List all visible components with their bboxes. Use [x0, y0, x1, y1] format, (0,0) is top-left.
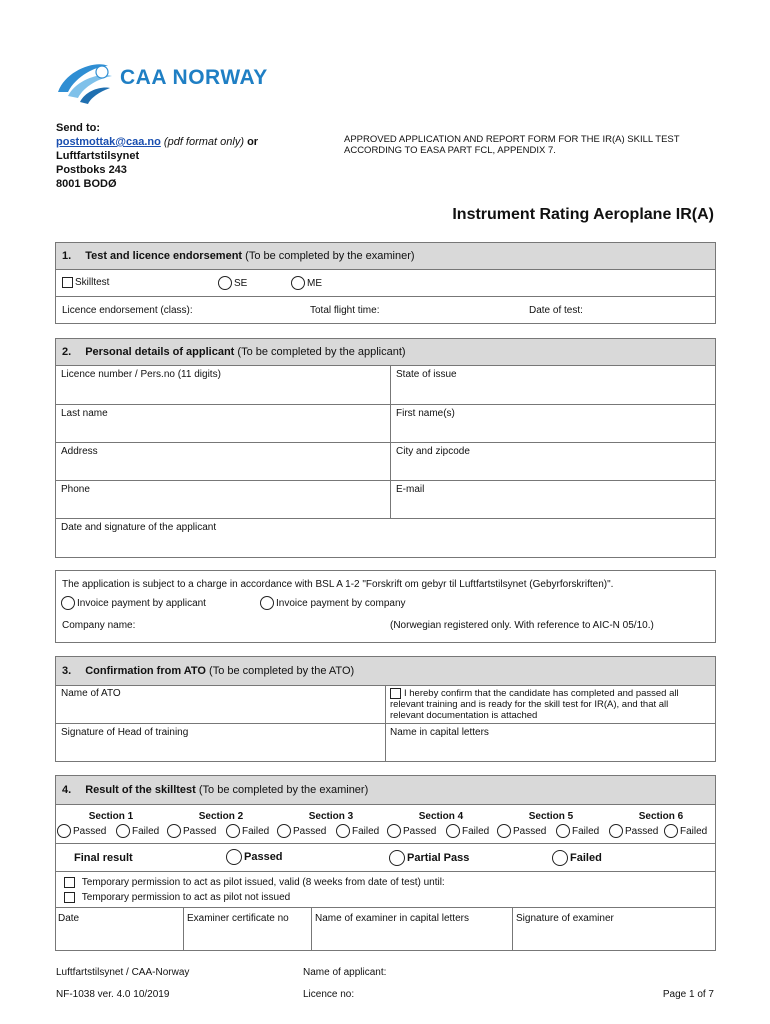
- email-field[interactable]: E-mail: [396, 484, 425, 495]
- pdf-note: (pdf format only): [163, 136, 245, 148]
- payment-section: [55, 570, 716, 643]
- section-3-passed-radio[interactable]: [277, 824, 326, 838]
- passed-label: Passed: [403, 825, 437, 837]
- examiner-name-field[interactable]: Name of examiner in capital letters: [315, 913, 469, 924]
- section-note: (To be completed by the examiner): [245, 250, 415, 262]
- radio-icon[interactable]: [260, 596, 274, 610]
- radio-icon[interactable]: [387, 824, 401, 838]
- ato-confirmation: [390, 688, 679, 721]
- failed-label: Failed: [352, 825, 380, 837]
- radio-icon[interactable]: [664, 824, 678, 838]
- section-2: [55, 338, 716, 558]
- footer-page-number: Page 1 of 7: [662, 989, 714, 1000]
- skilltest-checkbox[interactable]: [62, 277, 109, 288]
- radio-icon[interactable]: [226, 824, 240, 838]
- invoice-applicant-radio[interactable]: [61, 596, 206, 610]
- section-2-row: [56, 405, 715, 443]
- failed-label: Failed: [132, 825, 160, 837]
- final-failed-label: Failed: [570, 852, 602, 864]
- radio-icon[interactable]: [218, 276, 232, 290]
- airplane-logo-icon: [56, 58, 118, 108]
- final-passed-radio[interactable]: [226, 849, 283, 865]
- passed-label: Passed: [293, 825, 327, 837]
- section-3-header: [56, 657, 715, 686]
- section-1: [55, 242, 716, 324]
- section-2-failed-radio[interactable]: [226, 824, 269, 838]
- temp-issued-checkbox[interactable]: [64, 877, 445, 888]
- section-2-passed-radio[interactable]: [167, 824, 216, 838]
- document-title: Instrument Rating Aeroplane IR(A): [452, 206, 714, 223]
- radio-icon[interactable]: [226, 849, 242, 865]
- section-number: 2.: [62, 346, 72, 358]
- licence-number-field[interactable]: Licence number / Pers.no (11 digits): [61, 369, 221, 380]
- radio-icon[interactable]: [497, 824, 511, 838]
- total-flight-time-field[interactable]: Total flight time:: [310, 305, 380, 316]
- failed-label: Failed: [242, 825, 270, 837]
- sections-grid: [56, 805, 715, 842]
- skilltest-label: Skilltest: [75, 277, 110, 288]
- temporary-permission-row: [56, 872, 715, 908]
- radio-icon[interactable]: [167, 824, 181, 838]
- section-title: Confirmation from ATO: [85, 665, 206, 677]
- footer-licence-no: Licence no:: [303, 989, 355, 1000]
- last-name-field[interactable]: Last name: [61, 408, 108, 419]
- radio-icon[interactable]: [552, 850, 568, 866]
- radio-icon[interactable]: [57, 824, 71, 838]
- payment-notice: The application is subject to a charge in accordance with BSL A 1-2 "Forskrift om gebyr til Luftfartstilsynet (Gebyrforskriften)".: [62, 579, 614, 590]
- section-3-header: Section 3: [308, 811, 354, 822]
- address-field[interactable]: Address: [61, 446, 98, 457]
- confirm-checkbox[interactable]: [390, 688, 401, 699]
- passed-label: Passed: [513, 825, 547, 837]
- address-line-1: Luftfartstilsynet: [56, 150, 140, 162]
- footer-form-id: NF-1038 ver. 4.0 10/2019: [56, 989, 170, 1000]
- section-4-header: Section 4: [418, 811, 464, 822]
- checkbox-icon[interactable]: [62, 277, 73, 288]
- confirm-line-3: relevant documentation is attached: [390, 710, 538, 721]
- send-to-block: [56, 121, 258, 191]
- section-2-header: [56, 339, 715, 366]
- me-radio[interactable]: [291, 276, 322, 290]
- section-6-passed-radio[interactable]: [609, 824, 658, 838]
- radio-icon[interactable]: [446, 824, 460, 838]
- section-4-failed-radio[interactable]: [446, 824, 489, 838]
- checkbox-icon[interactable]: [64, 892, 75, 903]
- section-4: [55, 775, 716, 951]
- section-6-failed-radio[interactable]: [664, 824, 707, 838]
- approved-line-2: ACCORDING TO EASA PART FCL, APPENDIX 7.: [344, 145, 556, 156]
- radio-icon[interactable]: [609, 824, 623, 838]
- invoice-company-label: Invoice payment by company: [276, 597, 406, 609]
- footer-org: Luftfartstilsynet / CAA-Norway: [56, 967, 190, 978]
- approved-line-1: APPROVED APPLICATION AND REPORT FORM FOR THE IR(A) SKILL TEST: [344, 134, 680, 145]
- section-1-row-options: [56, 270, 715, 297]
- company-note: (Norwegian registered only. With reference to AIC-N 05/10.): [390, 620, 654, 631]
- final-result-row: [56, 843, 715, 872]
- section-note: (To be completed by the examiner): [198, 784, 369, 796]
- section-1-header: Section 1: [88, 811, 134, 822]
- section-3-row: [56, 686, 715, 724]
- section-2-row: [56, 481, 715, 519]
- section-1-header: [56, 243, 715, 270]
- section-title: Personal details of applicant: [85, 346, 235, 358]
- section-6-header: Section 6: [638, 811, 684, 822]
- passed-label: Passed: [625, 825, 659, 837]
- se-radio[interactable]: [218, 276, 247, 290]
- examiner-cert-field[interactable]: Examiner certificate no: [187, 913, 289, 924]
- send-to-label: Send to:: [56, 122, 100, 134]
- confirm-line-1: I hereby confirm that the candidate has completed and passed all: [404, 688, 679, 699]
- licence-endorsement-field[interactable]: Licence endorsement (class):: [62, 305, 193, 316]
- temp-not-issued-label: Temporary permission to act as pilot not issued: [81, 892, 291, 903]
- phone-field[interactable]: Phone: [61, 484, 90, 495]
- email-link[interactable]: postmottak@caa.no: [56, 136, 161, 148]
- checkbox-icon[interactable]: [64, 877, 75, 888]
- name-of-ato-field[interactable]: Name of ATO: [61, 688, 121, 699]
- failed-label: Failed: [680, 825, 708, 837]
- approved-form-note: [344, 134, 724, 156]
- radio-icon[interactable]: [61, 596, 75, 610]
- logo-text: CAA NORWAY: [120, 66, 268, 89]
- se-label: SE: [234, 277, 248, 289]
- date-signature-field[interactable]: Date and signature of the applicant: [61, 522, 217, 533]
- section-number: 1.: [62, 250, 72, 262]
- invoice-company-radio[interactable]: [260, 596, 406, 610]
- address-line-3: 8001 BODØ: [56, 178, 117, 190]
- section-3-failed-radio[interactable]: [336, 824, 379, 838]
- final-passed-label: Passed: [244, 851, 283, 863]
- state-of-issue-field[interactable]: State of issue: [396, 369, 457, 380]
- section-number: 3.: [62, 665, 72, 677]
- date-of-test-field[interactable]: Date of test:: [529, 305, 583, 316]
- failed-label: Failed: [572, 825, 600, 837]
- address-line-2: Postboks 243: [56, 164, 127, 176]
- section-note: (To be completed by the applicant): [237, 346, 406, 358]
- me-label: ME: [307, 277, 322, 289]
- company-name-field[interactable]: Company name:: [62, 620, 136, 631]
- invoice-applicant-label: Invoice payment by applicant: [77, 597, 206, 609]
- section-1-passed-radio[interactable]: [57, 824, 106, 838]
- radio-icon[interactable]: [389, 850, 405, 866]
- examiner-signature-field[interactable]: Signature of examiner: [516, 913, 614, 924]
- radio-icon[interactable]: [336, 824, 350, 838]
- footer-name-of-applicant: Name of applicant:: [303, 967, 387, 978]
- radio-icon[interactable]: [556, 824, 570, 838]
- section-5-failed-radio[interactable]: [556, 824, 599, 838]
- section-2-row: [56, 519, 715, 557]
- first-names-field[interactable]: First name(s): [396, 408, 455, 419]
- section-number: 4.: [62, 784, 72, 796]
- section-1-failed-radio[interactable]: [116, 824, 159, 838]
- confirm-line-2: relevant training and is ready for the skill test for IR(A), and that all: [390, 699, 669, 710]
- section-title: Result of the skilltest: [85, 784, 196, 796]
- section-2-header: Section 2: [198, 811, 244, 822]
- partial-pass-label: Partial Pass: [407, 852, 470, 864]
- section-2-row: [56, 366, 715, 405]
- or-text: or: [247, 136, 259, 148]
- radio-icon[interactable]: [291, 276, 305, 290]
- examiner-row: [56, 908, 715, 950]
- signature-head-field[interactable]: Signature of Head of training: [61, 727, 189, 738]
- passed-label: Passed: [73, 825, 107, 837]
- section-4-header: [56, 776, 715, 805]
- temp-not-issued-checkbox[interactable]: [64, 892, 290, 903]
- section-3: [55, 656, 716, 762]
- partial-pass-radio[interactable]: [389, 850, 469, 866]
- section-note: (To be completed by the ATO): [209, 665, 355, 677]
- section-4-passed-radio[interactable]: [387, 824, 436, 838]
- radio-icon[interactable]: [116, 824, 130, 838]
- final-failed-radio[interactable]: [552, 850, 602, 866]
- section-title: Test and licence endorsement: [85, 250, 243, 262]
- passed-label: Passed: [183, 825, 217, 837]
- temp-issued-label: Temporary permission to act as pilot issued, valid (8 weeks from date of test) until:: [81, 877, 445, 888]
- radio-icon[interactable]: [277, 824, 291, 838]
- section-1-row-fields: [56, 297, 715, 324]
- section-5-passed-radio[interactable]: [497, 824, 546, 838]
- section-3-row: [56, 724, 715, 762]
- failed-label: Failed: [462, 825, 490, 837]
- city-zip-field[interactable]: City and zipcode: [396, 446, 470, 457]
- final-result-label: Final result: [74, 852, 133, 864]
- section-2-row: [56, 443, 715, 481]
- section-5-header: Section 5: [528, 811, 574, 822]
- name-capital-field[interactable]: Name in capital letters: [390, 727, 489, 738]
- date-field[interactable]: Date: [58, 913, 80, 924]
